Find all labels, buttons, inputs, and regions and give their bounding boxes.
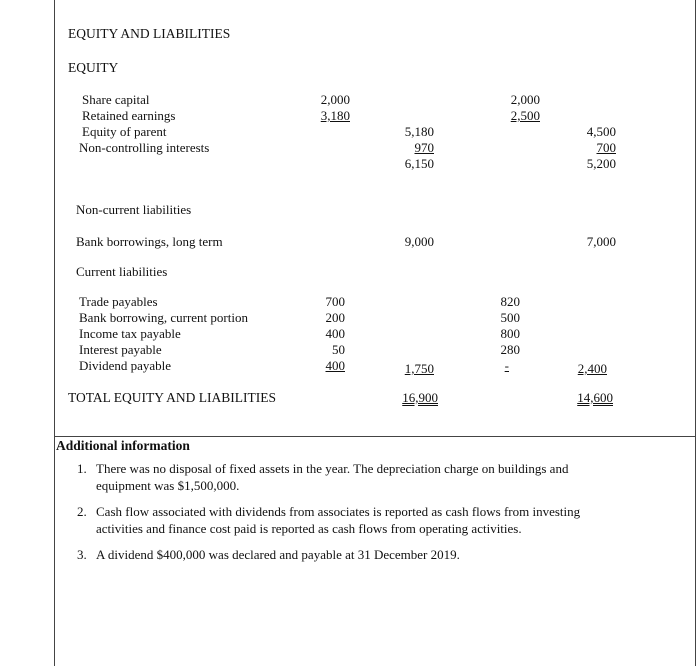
y1-current-total: 1,750 — [404, 361, 434, 376]
total-label: TOTAL EQUITY AND LIABILITIES — [68, 390, 277, 405]
y2-bank-current: 500 — [500, 310, 520, 325]
y1-interest-payable: 50 — [332, 342, 345, 357]
y1-share-capital: 2,000 — [320, 92, 350, 107]
share-capital-label: Share capital — [82, 92, 150, 107]
y1-retained-earnings: 3,180 — [320, 108, 350, 123]
item-3-line-1: A dividend $400,000 was declared and payable at 31 December 2019. — [96, 547, 460, 562]
current-heading: Current liabilities — [76, 264, 168, 279]
bank-borrowings-label: Bank borrowings, long term — [76, 234, 223, 249]
equity-liabilities-heading: EQUITY AND LIABILITIES — [68, 26, 231, 41]
non-current-heading: Non-current liabilities — [76, 202, 192, 217]
y2-share-capital: 2,000 — [510, 92, 540, 107]
y2-income-tax: 800 — [500, 326, 520, 341]
y1-nci: 970 — [414, 140, 434, 155]
y2-dividend-payable: - — [504, 358, 509, 373]
y2-equity-parent: 4,500 — [586, 124, 616, 139]
y2-equity-total: 5,200 — [586, 156, 616, 171]
item-2-number: 2. — [77, 504, 87, 519]
y1-total: 16,900 — [402, 390, 438, 405]
interest-payable-label: Interest payable — [79, 342, 162, 357]
item-1-line-2: equipment was $1,500,000. — [96, 478, 240, 493]
dividend-payable-label: Dividend payable — [79, 358, 172, 373]
trade-payables-label: Trade payables — [79, 294, 158, 309]
y2-trade-payables: 820 — [500, 294, 520, 309]
additional-info-title: Additional information — [56, 438, 190, 453]
item-2-line-2: activities and finance cost paid is reported as cash flows from operating activities. — [96, 521, 522, 536]
y2-bank-borrowings: 7,000 — [586, 234, 616, 249]
y1-trade-payables: 700 — [325, 294, 345, 309]
y2-current-total: 2,400 — [577, 361, 607, 376]
y1-equity-parent: 5,180 — [404, 124, 434, 139]
equity-parent-label: Equity of parent — [82, 124, 167, 139]
y1-bank-current: 200 — [325, 310, 345, 325]
y1-bank-borrowings: 9,000 — [404, 234, 434, 249]
y2-nci: 700 — [596, 140, 616, 155]
y2-interest-payable: 280 — [500, 342, 520, 357]
y1-dividend-payable: 400 — [325, 358, 345, 373]
y2-total: 14,600 — [577, 390, 613, 405]
y2-retained-earnings: 2,500 — [510, 108, 540, 123]
item-3-number: 3. — [77, 547, 87, 562]
item-1-line-1: There was no disposal of fixed assets in the year. The depreciation charge on buildings and — [96, 461, 569, 476]
equity-heading: EQUITY — [68, 60, 119, 75]
y1-equity-total: 6,150 — [404, 156, 434, 171]
item-2-line-1: Cash flow associated with dividends from associates is reported as cash flows from investing — [96, 504, 581, 519]
retained-earnings-label: Retained earnings — [82, 108, 176, 123]
income-tax-label: Income tax payable — [79, 326, 181, 341]
y1-income-tax: 400 — [325, 326, 345, 341]
bank-current-label: Bank borrowing, current portion — [79, 310, 248, 325]
nci-label: Non-controlling interests — [79, 140, 210, 155]
item-1-number: 1. — [77, 461, 87, 476]
